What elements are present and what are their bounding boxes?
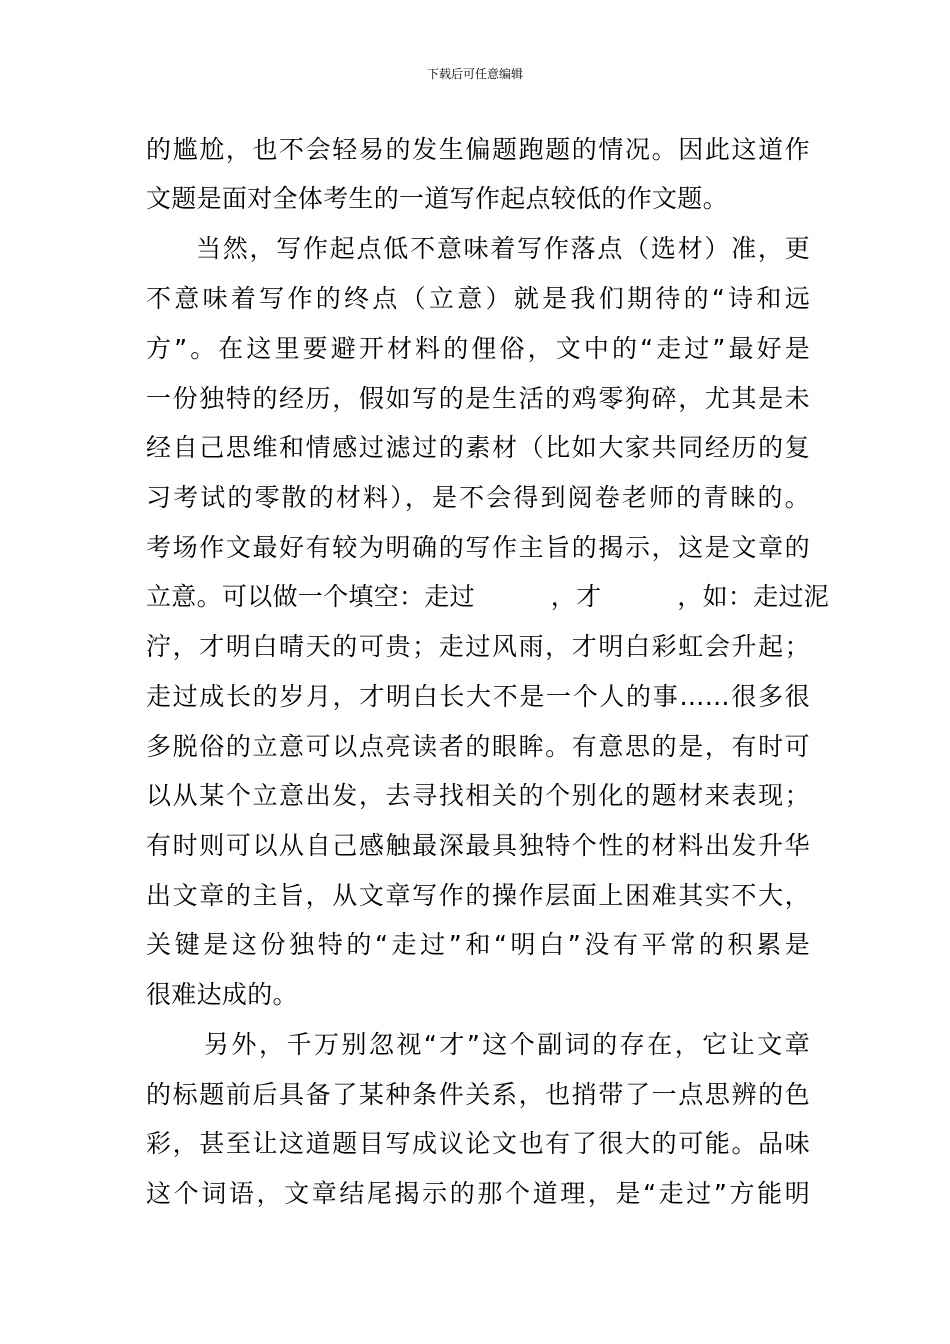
text-line: 不意味着写作的终点（立意）就是我们期待的“诗和远	[146, 284, 810, 313]
text-line: 很难达成的。	[146, 980, 298, 1009]
page-header: 下载后可任意编辑	[426, 67, 523, 81]
text-line: 彩，甚至让这道题目写成议论文也有了很大的可能。品味	[146, 1129, 810, 1158]
text-line: 一份独特的经历，假如写的是生活的鸡零狗碎，尤其是未	[146, 384, 810, 413]
text-line: 以从某个立意出发，去寻找相关的个别化的题材来表现；	[146, 781, 810, 810]
text-line: 的尴尬，也不会轻易的发生偏题跑题的情况。因此这道作	[146, 135, 810, 164]
text-line: 关键是这份独特的“走过”和“明白”没有平常的积累是	[146, 930, 810, 959]
text-line: 有时则可以从自己感触最深最具独特个性的材料出发升华	[146, 831, 810, 860]
paragraph-first-line: 另外，千万别忽视“才”这个副词的存在，它让文章	[204, 1030, 810, 1059]
text-line: 习考试的零散的材料），是不会得到阅卷老师的青睐的。	[146, 483, 810, 512]
text-line: 出文章的主旨，从文章写作的操作层面上困难其实不大，	[146, 881, 810, 910]
text-line: 立意。可以做一个填空：走过 ，才 ，如：走过泥	[146, 582, 830, 611]
text-line: 多脱俗的立意可以点亮读者的眼眸。有意思的是，有时可	[146, 732, 810, 761]
text-line: 文题是面对全体考生的一道写作起点较低的作文题。	[146, 184, 728, 213]
text-line: 泞，才明白晴天的可贵；走过风雨，才明白彩虹会升起；	[146, 632, 810, 661]
text-line: 经自己思维和情感过滤过的素材（比如大家共同经历的复	[146, 433, 810, 462]
text-line: 这个词语，文章结尾揭示的那个道理，是“走过”方能明	[146, 1179, 810, 1208]
text-line: 走过成长的岁月，才明白长大不是一个人的事……很多很	[146, 682, 810, 711]
text-line: 考场作文最好有较为明确的写作主旨的揭示，这是文章的	[146, 533, 810, 562]
paragraph-first-line: 当然，写作起点低不意味着写作落点（选材）准，更	[196, 234, 810, 263]
text-line: 的标题前后具备了某种条件关系，也捎带了一点思辨的色	[146, 1080, 810, 1109]
text-line: 方”。在这里要避开材料的俚俗，文中的“走过”最好是	[146, 334, 810, 363]
